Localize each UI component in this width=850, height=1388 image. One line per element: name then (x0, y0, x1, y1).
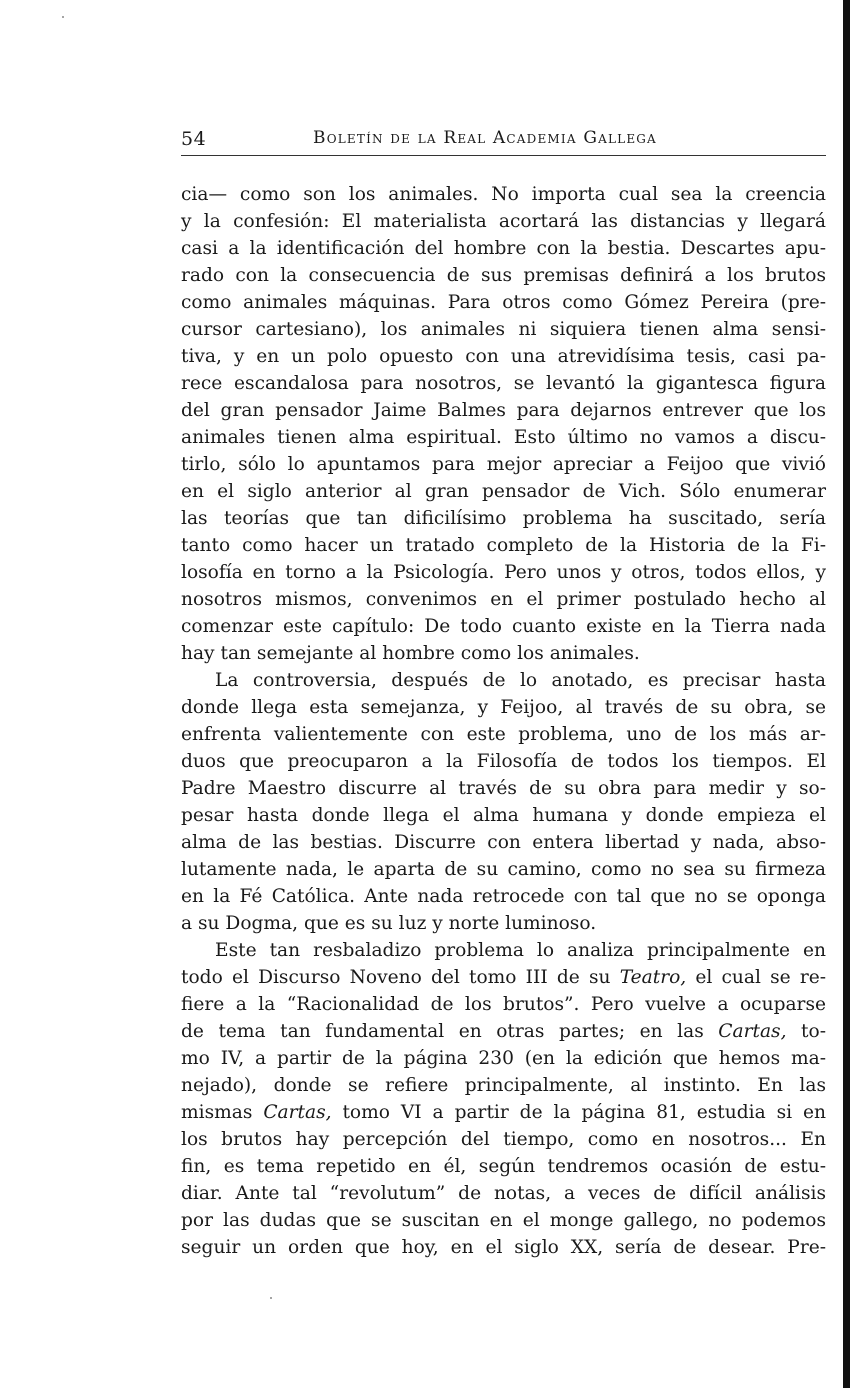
text-line: La controversia, después de lo anotado, es precisar hasta (215, 670, 826, 691)
text-line: donde llega esta semejanza, y Feijoo, al través de su obra, se (181, 697, 826, 718)
page-number: 54 (181, 128, 207, 150)
text-line: en la Fé Católica. Ante nada retrocede con tal que no se oponga (181, 886, 826, 907)
text-line: del gran pensador Jaime Balmes para dejarnos entrever que los (181, 400, 826, 421)
text-line (181, 1099, 826, 1126)
text-line: rece escandalosa para nosotros, se levantó la gigantesca figura (181, 373, 826, 394)
text-line (181, 1018, 826, 1045)
italic-title: Cartas, (718, 1021, 787, 1042)
text-line: cia— como son los animales. No importa cual sea la creencia (181, 184, 826, 205)
header-rule (181, 155, 826, 156)
text-segment: todo el Discurso Noveno del tomo III de su (181, 967, 620, 988)
text-line: hay tan semejante al hombre como los animales. (181, 643, 640, 664)
text-line: fiere a la “Racionalidad de los brutos”. Pero vuelve a ocuparse (181, 994, 826, 1015)
text-line: diar. Ante tal “revolutum” de notas, a veces de difícil análisis (181, 1183, 826, 1204)
text-line: tiva, y en un polo opuesto con una atrevidísima tesis, casi pa- (181, 346, 826, 367)
page-header (181, 128, 826, 158)
text-line: pesar hasta donde llega el alma humana y donde empieza el (181, 805, 826, 826)
text-segment: to- (786, 1021, 826, 1042)
text-line: Padre Maestro discurre al través de su obra para medir y so- (181, 778, 826, 799)
text-line: fin, es tema repetido en él, según tendremos ocasión de estu- (181, 1156, 826, 1177)
text-line: alma de las bestias. Discurre con entera libertad y nada, abso- (181, 832, 826, 853)
text-segment: de tema tan fundamental en otras partes; en las (181, 1021, 719, 1042)
text-line: los brutos hay percepción del tiempo, como en nosotros... En (181, 1129, 826, 1150)
text-line: por las dudas que se suscitan en el monge gallego, no podemos (181, 1210, 826, 1231)
text-line: enfrenta valientemente con este problema, uno de los más ar- (181, 724, 826, 745)
text-line: a su Dogma, que es su luz y norte luminoso. (181, 913, 597, 934)
text-line: cursor cartesiano), los animales ni siquiera tienen alma sensi- (181, 319, 826, 340)
text-line: seguir un orden que hoy, en el siglo XX, sería de desear. Pre- (181, 1237, 826, 1258)
text-line (181, 964, 826, 991)
paragraph-2 (181, 667, 826, 937)
body-text (181, 181, 826, 1261)
text-line: las teorías que tan dificilísimo problema ha suscitado, sería (181, 508, 826, 529)
text-line: comenzar este capítulo: De todo cuanto existe en la Tierra nada (181, 616, 826, 637)
text-line: Este tan resbaladizo problema lo analiza principalmente en (215, 940, 826, 961)
text-line: en el siglo anterior al gran pensador de Vich. Sólo enumerar (181, 481, 826, 502)
paragraph-3 (181, 937, 826, 1261)
text-line: animales tienen alma espiritual. Esto último no vamos a discu- (181, 427, 826, 448)
scan-speck (62, 16, 64, 18)
text-line: lutamente nada, le aparta de su camino, como no sea su firmeza (181, 859, 826, 880)
text-segment: mismas (181, 1102, 264, 1123)
text-line: y la confesión: El materialista acortará las distancias y llegará (181, 211, 826, 232)
text-line: tirlo, sólo lo apuntamos para mejor apreciar a Feijoo que vivió (181, 454, 826, 475)
text-segment: el cual se re- (686, 967, 827, 988)
text-line: mo IV, a partir de la página 230 (en la edición que hemos ma- (181, 1048, 826, 1069)
scan-edge-bar (843, 0, 850, 1388)
scan-speck (270, 1297, 272, 1299)
text-line: duos que preocuparon a la Filosofía de todos los tiempos. El (181, 751, 826, 772)
text-line: como animales máquinas. Para otros como Gómez Pereira (pre- (181, 292, 826, 313)
text-line: tanto como hacer un tratado completo de la Historia de la Fi- (181, 535, 826, 556)
text-line: rado con la consecuencia de sus premisas definirá a los brutos (181, 265, 826, 286)
text-segment: tomo VI a partir de la página 81, estudia si en (331, 1102, 826, 1123)
text-line: nosotros mismos, convenimos en el primer postulado hecho al (181, 589, 826, 610)
italic-title: Teatro, (619, 967, 687, 988)
text-line: nejado), donde se refiere principalmente, al instinto. En las (181, 1075, 826, 1096)
italic-title: Cartas, (263, 1102, 332, 1123)
text-line: losofía en torno a la Psicología. Pero unos y otros, todos ellos, y (181, 562, 826, 583)
paragraph-1 (181, 181, 826, 667)
text-line: casi a la identificación del hombre con la bestia. Descartes apu- (181, 238, 826, 259)
running-head: Boletín de la Real Academia Gallega (313, 128, 657, 148)
